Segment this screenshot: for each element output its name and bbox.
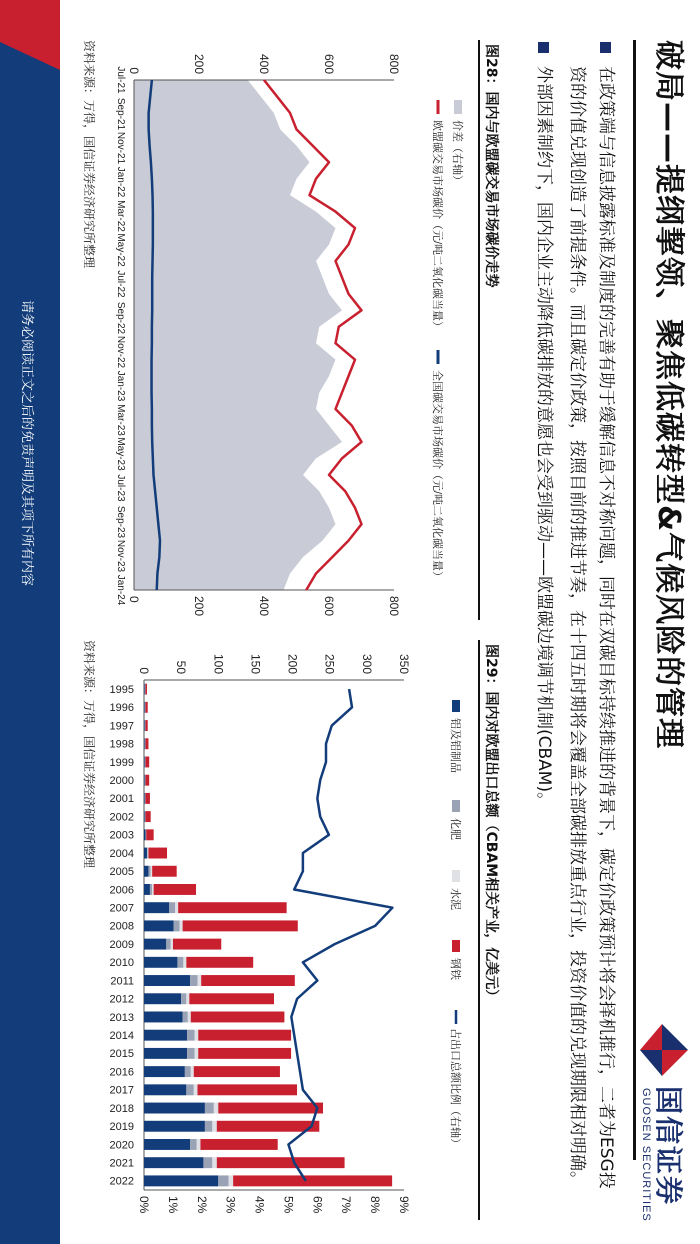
bar-segment: [187, 1048, 194, 1059]
x-tick-label: Jul-23: [115, 474, 126, 502]
chart28: [94, 30, 474, 630]
bar-segment: [186, 957, 253, 968]
y-tick-left: 0: [137, 667, 151, 674]
bar-segment: [145, 775, 146, 786]
footer-disclaimer: 请务必阅读正文之后的免责声明及其项下所有内容: [19, 300, 34, 587]
bar-segment: [144, 775, 145, 786]
bar-segment: [233, 1175, 392, 1186]
legend-swatch: [452, 870, 460, 882]
legend-label: 铝及铝制品: [449, 718, 461, 773]
bullet-list: [525, 40, 620, 1200]
x-tick-label: Jan-22: [115, 166, 126, 198]
bar-segment: [144, 866, 148, 877]
bar-segment: [183, 920, 298, 931]
legend-label: 占出口总额比例（右轴）: [449, 1028, 461, 1149]
x-tick-label: 2001: [109, 793, 134, 806]
series-spread-area: [134, 80, 342, 590]
y-tick-left: 100: [211, 653, 226, 674]
logo-mark-icon: [636, 1020, 692, 1080]
bar-segment: [144, 939, 166, 950]
y-tick-left: 0: [127, 67, 141, 74]
bar-segment: [205, 1103, 214, 1114]
x-tick-label: 2004: [109, 847, 134, 860]
bar-segment: [144, 1048, 187, 1059]
chart28-source: 资料来源：万得，国信证券经济研究所整理: [82, 40, 96, 269]
x-tick-label: 2014: [109, 1030, 134, 1043]
bar-segment: [145, 702, 147, 713]
x-tick-label: 2017: [109, 1084, 134, 1097]
bar-segment: [148, 866, 150, 877]
x-tick-label: 1998: [109, 738, 134, 751]
bar-segment: [186, 993, 189, 1004]
bar-segment: [150, 884, 152, 895]
x-tick-label: Nov-22: [115, 335, 126, 369]
x-tick-label: 2018: [109, 1102, 134, 1115]
bullet-item: [562, 40, 620, 1200]
x-tick-label: Nov-23: [115, 539, 126, 573]
chart29-source: 资料来源：万得，国信证券经济研究所整理: [82, 640, 96, 869]
y-tick-left: 600: [322, 53, 336, 74]
chart28-title-rule: [478, 40, 480, 620]
bar-segment: [185, 1066, 191, 1077]
y-tick-left: 150: [248, 653, 263, 674]
bar-segment: [144, 793, 145, 804]
bar-segment: [147, 848, 148, 859]
x-tick-label: Jan-23: [115, 370, 126, 402]
bar-segment: [174, 920, 180, 931]
bar-segment: [180, 920, 183, 931]
x-tick-label: 2008: [109, 920, 134, 933]
chart29: [94, 630, 474, 1230]
bar-segment: [194, 1066, 280, 1077]
bar-segment: [145, 811, 150, 822]
bar-segment: [144, 684, 145, 695]
x-tick-label: Sep-21: [115, 97, 126, 131]
bar-segment: [195, 1030, 199, 1041]
bar-segment: [148, 848, 149, 859]
x-tick-label: 2002: [109, 811, 134, 824]
legend-swatch: [452, 700, 460, 712]
y-tick-left: 200: [192, 53, 206, 74]
bar-segment: [183, 1012, 188, 1023]
bar-segment: [144, 848, 147, 859]
x-tick-label: 2016: [109, 1066, 134, 1079]
x-tick-label: 2019: [109, 1121, 134, 1134]
x-tick-label: 2022: [109, 1175, 134, 1188]
bar-segment: [177, 957, 183, 968]
bar-segment: [145, 738, 146, 749]
bullet-square-icon: [600, 42, 611, 53]
y-tick-right: 200: [192, 596, 206, 617]
logo-text: 国信证券: [652, 1086, 685, 1207]
x-tick-label: Sep-22: [115, 301, 126, 335]
x-tick-label: 2007: [109, 902, 134, 915]
bullet-text: 在政策端与信息披露标准及制度的完善有助于缓解信息不对称问题，同时在双碳目标持续推进的背景下，碳定价政策预计将会择机推行，二者为ESG投资的价值兑现创造了前提条件。而且碳定价政策，按照目前的推进节奏，在十四五时期将会覆盖全部碳排放重点行业，投资价值的兑现期限相对明确。: [567, 66, 616, 1189]
legend-label: 水泥: [449, 888, 461, 910]
y-tick-right: 600: [322, 596, 336, 617]
bar-segment: [190, 975, 197, 986]
footer-band: [0, 0, 60, 1244]
bar-segment: [195, 1048, 199, 1059]
bar-segment: [212, 1157, 216, 1168]
y-tick-right: 8%: [368, 1196, 383, 1214]
bar-segment: [188, 1012, 191, 1023]
bar-segment: [229, 1175, 233, 1186]
bar-segment: [146, 829, 153, 840]
bar-segment: [144, 1157, 203, 1168]
title-rule: [633, 40, 636, 1160]
bar-segment: [212, 1121, 216, 1132]
x-tick-label: 2006: [109, 884, 134, 897]
x-tick-label: May-23: [115, 437, 126, 471]
x-tick-label: 2020: [109, 1139, 134, 1152]
y-tick-right: 800: [387, 596, 401, 617]
bar-segment: [144, 1121, 205, 1132]
bullet-text: 外部因素制约下，国内企业主动降低碳排放的意愿也会受到驱动——欧盟碳边境调节机制(CBAM)。: [534, 66, 554, 810]
slide-title: 破局——提纲挈领、聚焦低碳转型&气候风险的管理: [651, 40, 686, 750]
bar-segment: [144, 1175, 218, 1186]
bar-segment: [194, 1084, 198, 1095]
legend-swatch: [452, 800, 460, 812]
bar-segment: [145, 829, 146, 840]
bar-segment: [198, 1048, 291, 1059]
bar-segment: [190, 1139, 197, 1150]
bar-segment: [186, 1084, 193, 1095]
chart28-title: 图28：国内与欧盟碳交易市场碳价走势: [483, 44, 499, 288]
bar-segment: [218, 1103, 323, 1114]
y-tick-left: 300: [359, 653, 374, 674]
bar-segment: [191, 1012, 285, 1023]
x-tick-label: 1995: [109, 683, 134, 696]
y-tick-left: 250: [322, 653, 337, 674]
x-tick-label: 2013: [109, 1011, 134, 1024]
bar-segment: [187, 1030, 194, 1041]
bar-segment: [178, 902, 286, 913]
bar-segment: [144, 957, 177, 968]
bullet-square-icon: [538, 42, 549, 53]
bar-segment: [189, 993, 274, 1004]
bar-segment: [154, 884, 196, 895]
y-tick-right: 6%: [310, 1196, 325, 1214]
x-tick-label: 2012: [109, 993, 134, 1006]
bar-segment: [145, 738, 148, 749]
bar-segment: [145, 793, 149, 804]
x-tick-label: Sep-23: [115, 505, 126, 539]
bar-segment: [145, 684, 146, 695]
bar-segment: [145, 720, 146, 731]
x-tick-label: Nov-21: [115, 131, 126, 165]
x-tick-label: Jul-21: [115, 66, 126, 94]
y-tick-right: 4%: [252, 1196, 267, 1214]
bar-segment: [173, 939, 221, 950]
bar-segment: [197, 975, 201, 986]
bar-segment: [152, 866, 177, 877]
x-tick-label: 1997: [109, 720, 134, 733]
x-tick-label: Jul-22: [115, 270, 126, 298]
bar-segment: [144, 1066, 185, 1077]
bar-segment: [145, 775, 149, 786]
x-tick-label: 1999: [109, 756, 134, 769]
bar-segment: [144, 811, 145, 822]
bullet-item: [529, 40, 558, 1200]
bar-segment: [144, 975, 190, 986]
y-tick-right: 9%: [397, 1196, 411, 1214]
x-tick-label: 2009: [109, 938, 134, 951]
bar-segment: [217, 1157, 345, 1168]
chart29-title-rule: [478, 640, 480, 1220]
y-tick-right: 5%: [281, 1196, 296, 1214]
bar-segment: [197, 1139, 201, 1150]
bar-segment: [214, 1103, 218, 1114]
legend-label-eu: 欧盟碳交易市场碳价（元/吨二氧化碳当量）: [431, 120, 443, 333]
bar-segment: [145, 757, 149, 768]
bar-segment: [144, 920, 174, 931]
bar-segment: [166, 939, 170, 950]
chart29-title: 图29：国内对欧盟出口总额（CBAM相关产业，亿美元）: [483, 644, 499, 1004]
x-tick-label: 2011: [110, 975, 134, 988]
bar-segment: [145, 684, 146, 695]
x-tick-label: 2015: [109, 1048, 134, 1061]
bar-segment: [144, 1012, 183, 1023]
y-tick-left: 200: [285, 653, 300, 674]
bar-segment: [145, 757, 146, 768]
bar-segment: [169, 902, 175, 913]
y-tick-left: 350: [397, 653, 411, 674]
bar-segment: [201, 975, 295, 986]
y-tick-right: 400: [257, 596, 271, 617]
legend-swatch: [452, 940, 460, 952]
bar-segment: [144, 720, 145, 731]
y-tick-right: 0: [127, 596, 141, 603]
bar-segment: [144, 738, 145, 749]
bar-segment: [144, 702, 145, 713]
bar-segment: [145, 811, 146, 822]
y-tick-left: 400: [257, 53, 271, 74]
bar-segment: [145, 793, 146, 804]
bar-segment: [181, 993, 186, 1004]
bar-segment: [144, 1103, 205, 1114]
y-tick-right: 3%: [223, 1196, 238, 1214]
bar-segment: [144, 1084, 186, 1095]
bar-segment: [148, 848, 167, 859]
x-tick-label: Jan-24: [115, 574, 126, 606]
bar-segment: [151, 866, 152, 877]
bar-segment: [145, 720, 147, 731]
bar-segment: [145, 702, 146, 713]
logo: [634, 1020, 692, 1230]
bar-segment: [197, 1084, 297, 1095]
y-tick-right: 7%: [339, 1196, 354, 1214]
bar-segment: [144, 757, 145, 768]
x-tick-label: Mar-23: [115, 404, 126, 436]
y-tick-right: 2%: [194, 1196, 209, 1214]
bar-segment: [144, 902, 169, 913]
legend-label: 钢铁: [449, 958, 461, 980]
bar-segment: [171, 939, 173, 950]
y-tick-right: 0%: [137, 1196, 151, 1214]
bar-segment: [217, 1121, 320, 1132]
y-tick-left: 50: [174, 660, 189, 674]
bar-segment: [218, 1175, 228, 1186]
footer-red-accent: [0, 0, 60, 70]
bar-segment: [144, 993, 181, 1004]
bar-segment: [200, 1139, 277, 1150]
bar-segment: [183, 957, 186, 968]
bar-segment: [203, 1157, 212, 1168]
bar-segment: [205, 1121, 212, 1132]
bar-segment: [175, 902, 178, 913]
x-tick-label: 1996: [109, 702, 134, 715]
legend-swatch-spread: [454, 100, 462, 114]
bar-segment: [144, 1030, 187, 1041]
bar-segment: [144, 1139, 190, 1150]
logo-subtext: GUOSEN SECURITIES: [640, 1088, 652, 1222]
bar-segment: [144, 829, 145, 840]
legend-label-cn: 全国碳交易市场碳价（元/吨二氧化碳当量）: [431, 370, 443, 583]
x-tick-label: May-22: [115, 233, 126, 267]
x-tick-label: 2003: [109, 829, 134, 842]
x-tick-label: 2000: [109, 775, 134, 788]
legend-label-spread: 价差（右轴）: [451, 120, 463, 186]
bar-segment: [198, 1030, 291, 1041]
legend-label: 化肥: [449, 818, 461, 840]
bar-segment: [152, 884, 153, 895]
x-tick-label: Mar-22: [115, 200, 126, 232]
y-tick-right: 1%: [165, 1196, 180, 1214]
y-tick-left: 800: [387, 53, 401, 74]
bar-segment: [144, 884, 150, 895]
x-tick-label: 2010: [109, 957, 134, 970]
x-tick-label: 2005: [109, 866, 134, 879]
bar-segment: [191, 1066, 194, 1077]
x-tick-label: 2021: [109, 1157, 134, 1170]
